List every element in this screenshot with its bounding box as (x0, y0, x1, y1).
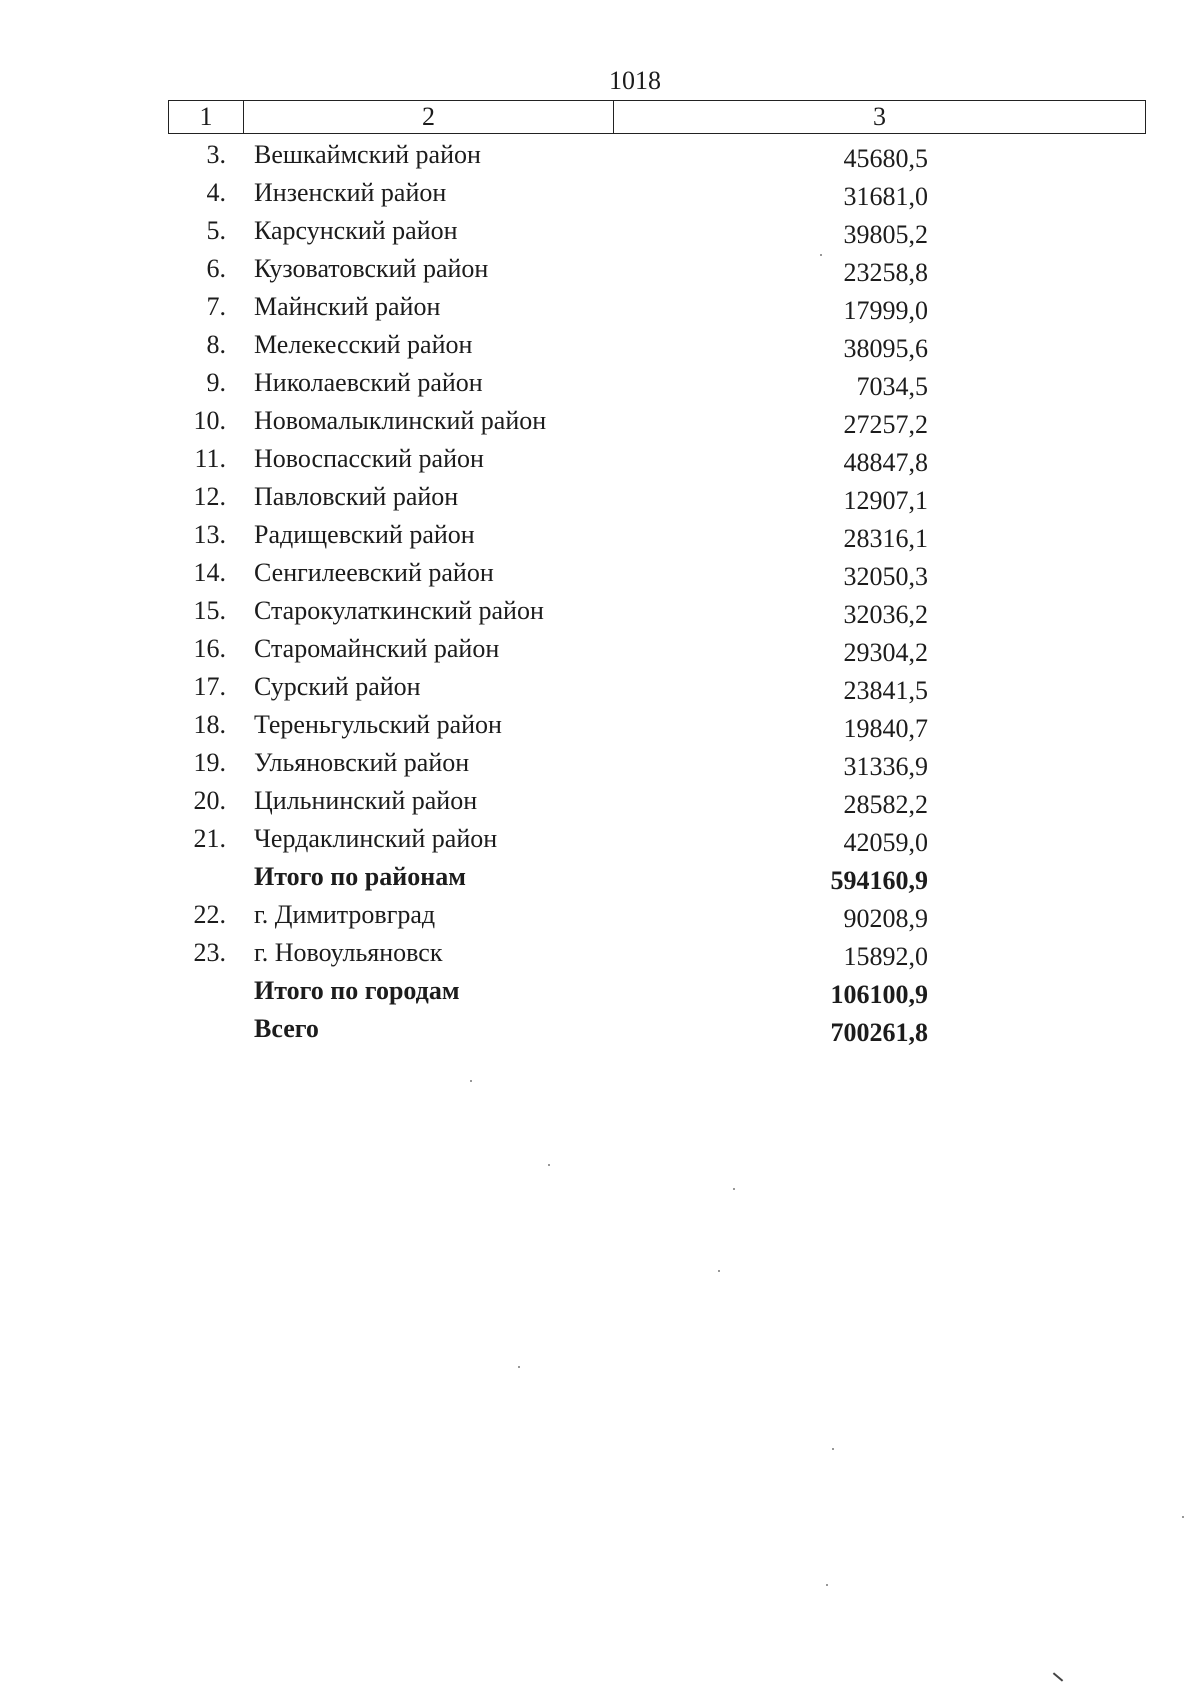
row-name: Мелекесский район (254, 330, 473, 359)
row-number: 11. (194, 444, 226, 473)
row-name: Майнский район (254, 292, 441, 321)
row-name: Вешкаймский район (254, 140, 481, 169)
row-name: Карсунский район (254, 216, 458, 245)
row-name: Новоспасский район (254, 444, 484, 473)
row-name: Павловский район (254, 482, 459, 511)
table-row (0, 402, 1200, 440)
row-number: 8. (206, 330, 226, 359)
row-name: Ульяновский район (254, 748, 470, 777)
table-header (168, 100, 1146, 134)
row-name: г. Димитровград (254, 900, 436, 929)
header-col-2: 2 (243, 101, 613, 133)
table-row (0, 326, 1200, 364)
row-number: 14. (193, 558, 226, 587)
row-name: Старомайнский район (254, 634, 500, 663)
row-value: 48847,8 (843, 448, 928, 477)
row-name: Цильнинский район (254, 786, 478, 815)
scan-mark (1053, 1672, 1063, 1681)
scan-speck (718, 1270, 720, 1272)
row-value: 42059,0 (843, 828, 928, 857)
row-number: 16. (193, 634, 226, 663)
row-name: Тереньгульский район (254, 710, 502, 739)
total-row (0, 972, 1200, 1010)
header-col-1: 1 (199, 102, 213, 131)
table-row (0, 288, 1200, 326)
table-row (0, 934, 1200, 972)
page-number: 1018 (609, 66, 661, 95)
table-row (0, 592, 1200, 630)
row-value: 106100,9 (830, 980, 928, 1009)
row-name: Чердаклинский район (254, 824, 498, 853)
table-row (0, 782, 1200, 820)
row-name: Сурский район (254, 672, 421, 701)
table-row (0, 174, 1200, 212)
table-row (0, 820, 1200, 858)
row-value: 31336,9 (843, 752, 928, 781)
scan-speck (826, 1584, 828, 1586)
row-number: 6. (206, 254, 226, 283)
table-row (0, 478, 1200, 516)
table-row (0, 440, 1200, 478)
row-value: 15892,0 (843, 942, 928, 971)
row-name: Инзенский район (254, 178, 447, 207)
table-row (0, 706, 1200, 744)
scan-speck (733, 1188, 735, 1190)
row-value: 38095,6 (843, 334, 928, 363)
row-value: 90208,9 (843, 904, 928, 933)
row-name: г. Новоульяновск (254, 938, 443, 967)
row-name: Кузоватовский район (254, 254, 489, 283)
row-value: 12907,1 (843, 486, 928, 515)
row-name: Новомалыклинский район (254, 406, 547, 435)
row-value: 7034,5 (856, 372, 928, 401)
row-number: 10. (193, 406, 226, 435)
row-value: 594160,9 (830, 866, 928, 895)
row-number: 17. (193, 672, 226, 701)
row-number: 7. (206, 292, 226, 321)
row-value: 32050,3 (843, 562, 928, 591)
row-value: 29304,2 (843, 638, 928, 667)
row-value: 28582,2 (843, 790, 928, 819)
scan-speck (548, 1164, 550, 1166)
row-number: 3. (206, 140, 226, 169)
row-number: 21. (193, 824, 226, 853)
row-value: 31681,0 (843, 182, 928, 211)
row-number: 23. (193, 938, 226, 967)
row-value: 19840,7 (843, 714, 928, 743)
row-value: 32036,2 (843, 600, 928, 629)
row-number: 22. (193, 900, 226, 929)
table-row (0, 630, 1200, 668)
row-value: 17999,0 (843, 296, 928, 325)
row-value: 28316,1 (843, 524, 928, 553)
row-number: 20. (193, 786, 226, 815)
row-name: Итого по городам (254, 976, 460, 1005)
row-number: 5. (206, 216, 226, 245)
row-value: 23258,8 (843, 258, 928, 287)
row-number: 12. (193, 482, 226, 511)
table-row (0, 668, 1200, 706)
row-name: Сенгилеевский район (254, 558, 494, 587)
table-row (0, 364, 1200, 402)
scan-speck (820, 254, 822, 256)
scan-speck (518, 1366, 520, 1368)
row-name: Всего (254, 1014, 319, 1043)
header-col-3: 3 (613, 101, 1145, 133)
table-row (0, 516, 1200, 554)
table-row (0, 212, 1200, 250)
row-number: 19. (193, 748, 226, 777)
row-number: 13. (193, 520, 226, 549)
row-value: 45680,5 (843, 144, 928, 173)
table-row (0, 744, 1200, 782)
row-value: 27257,2 (843, 410, 928, 439)
row-number: 9. (206, 368, 226, 397)
total-row (0, 858, 1200, 896)
row-value: 23841,5 (843, 676, 928, 705)
table-row (0, 136, 1200, 174)
row-number: 4. (206, 178, 226, 207)
table-row (0, 554, 1200, 592)
row-name: Старокулаткинский район (254, 596, 544, 625)
table-body (0, 136, 1200, 1048)
table-row (0, 896, 1200, 934)
table-row (0, 250, 1200, 288)
scan-speck (1182, 1516, 1184, 1518)
row-name: Николаевский район (254, 368, 483, 397)
row-value: 700261,8 (830, 1018, 928, 1047)
row-name: Итого по районам (254, 862, 466, 891)
total-row (0, 1010, 1200, 1048)
row-value: 39805,2 (843, 220, 928, 249)
scan-speck (832, 1448, 834, 1450)
row-number: 18. (193, 710, 226, 739)
row-number: 15. (193, 596, 226, 625)
scan-speck (470, 1080, 472, 1082)
row-name: Радищевский район (254, 520, 475, 549)
